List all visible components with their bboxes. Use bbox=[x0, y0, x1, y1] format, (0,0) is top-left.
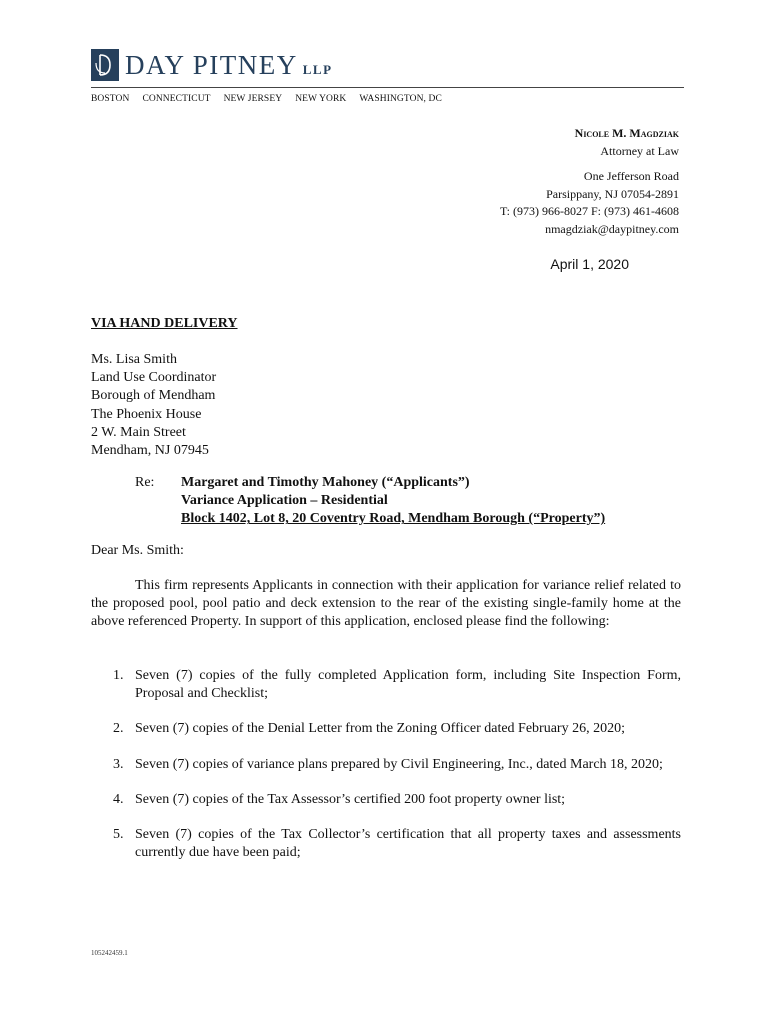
author-email: nmagdziak@daypitney.com bbox=[545, 221, 679, 236]
author-title: Attorney at Law bbox=[600, 143, 679, 158]
list-item-text: Seven (7) copies of the Tax Assessor’s certified 200 foot property owner list; bbox=[135, 791, 566, 807]
addressee-line: Ms. Lisa Smith bbox=[91, 352, 177, 367]
list-item bbox=[91, 756, 681, 774]
subject-line-3: Block 1402, Lot 8, 20 Coventry Road, Mendham Borough (“Property”) bbox=[181, 511, 606, 527]
document-id: 105242459.1 bbox=[91, 949, 128, 957]
firm-suffix: LLP bbox=[302, 62, 333, 77]
addressee-line: Mendham, NJ 07945 bbox=[91, 443, 209, 459]
subject-line-2: Variance Application – Residential bbox=[181, 493, 388, 509]
list-item bbox=[91, 720, 681, 738]
addressee-line: 2 W. Main Street bbox=[91, 424, 186, 440]
list-item-text: Seven (7) copies of variance plans prepared by Civil Engineering, Inc., dated March 18, 2020; bbox=[135, 756, 663, 772]
list-item-text: Seven (7) copies of the Denial Letter from the Zoning Officer dated February 26, 2020; bbox=[135, 721, 625, 737]
list-item-number: 3. bbox=[113, 756, 124, 772]
subject-line-1: Margaret and Timothy Mahoney (“Applicants”) bbox=[181, 475, 470, 490]
author-address-line1: One Jefferson Road bbox=[583, 169, 679, 183]
delivery-method: VIA HAND DELIVERY bbox=[91, 316, 238, 331]
firm-monogram-icon bbox=[91, 49, 119, 81]
salutation: Dear Ms. Smith: bbox=[91, 543, 184, 558]
addressee-line: The Phoenix House bbox=[91, 406, 202, 422]
enclosure-list bbox=[91, 667, 681, 879]
body-paragraph: This firm represents Applicants in connection with their application for variance relief related to the proposed pool, pool patio and deck extension to the rear of the existing single-family home at the above referenced Property. In support of this application, enclosed please find the following: bbox=[91, 578, 681, 630]
letter-date: April 1, 2020 bbox=[550, 256, 629, 272]
list-item-number: 2. bbox=[113, 721, 124, 737]
author-address-line2: Parsippany, NJ 07054-2891 bbox=[546, 186, 679, 201]
addressee-block bbox=[91, 351, 216, 460]
list-item-text: Seven (7) copies of the fully completed Application form, including Site Inspection Form, Proposal and Checklist; bbox=[135, 668, 681, 702]
firm-logo bbox=[91, 48, 333, 82]
author-block bbox=[500, 125, 679, 238]
letterhead-divider bbox=[91, 87, 684, 88]
list-item bbox=[91, 667, 681, 703]
author-phone: T: (973) 966-8027 F: (973) 461-4608 bbox=[499, 204, 679, 218]
addressee-line: Borough of Mendham bbox=[91, 388, 216, 404]
city-new-york: NEW YORK bbox=[295, 94, 347, 104]
city-connecticut: CONNECTICUT bbox=[142, 94, 211, 104]
firm-name: DAY PITNEY bbox=[125, 49, 298, 80]
list-item-number: 4. bbox=[113, 791, 124, 807]
list-item-text: Seven (7) copies of the Tax Collector’s certification that all property taxes and assessments currently due have been paid; bbox=[135, 827, 681, 861]
list-item bbox=[91, 826, 681, 862]
city-new-jersey: NEW JERSEY bbox=[223, 94, 283, 104]
addressee-line: Land Use Coordinator bbox=[91, 370, 217, 386]
office-cities bbox=[91, 94, 442, 104]
list-item-number: 5. bbox=[113, 827, 124, 843]
list-item-number: 1. bbox=[113, 668, 124, 683]
list-item bbox=[91, 791, 681, 809]
city-washington: WASHINGTON, DC bbox=[359, 94, 442, 104]
city-boston: BOSTON bbox=[91, 94, 130, 104]
subject-label: Re: bbox=[135, 475, 155, 490]
author-name: Nicole M. Magdziak bbox=[574, 126, 679, 140]
subject-block bbox=[135, 474, 605, 529]
